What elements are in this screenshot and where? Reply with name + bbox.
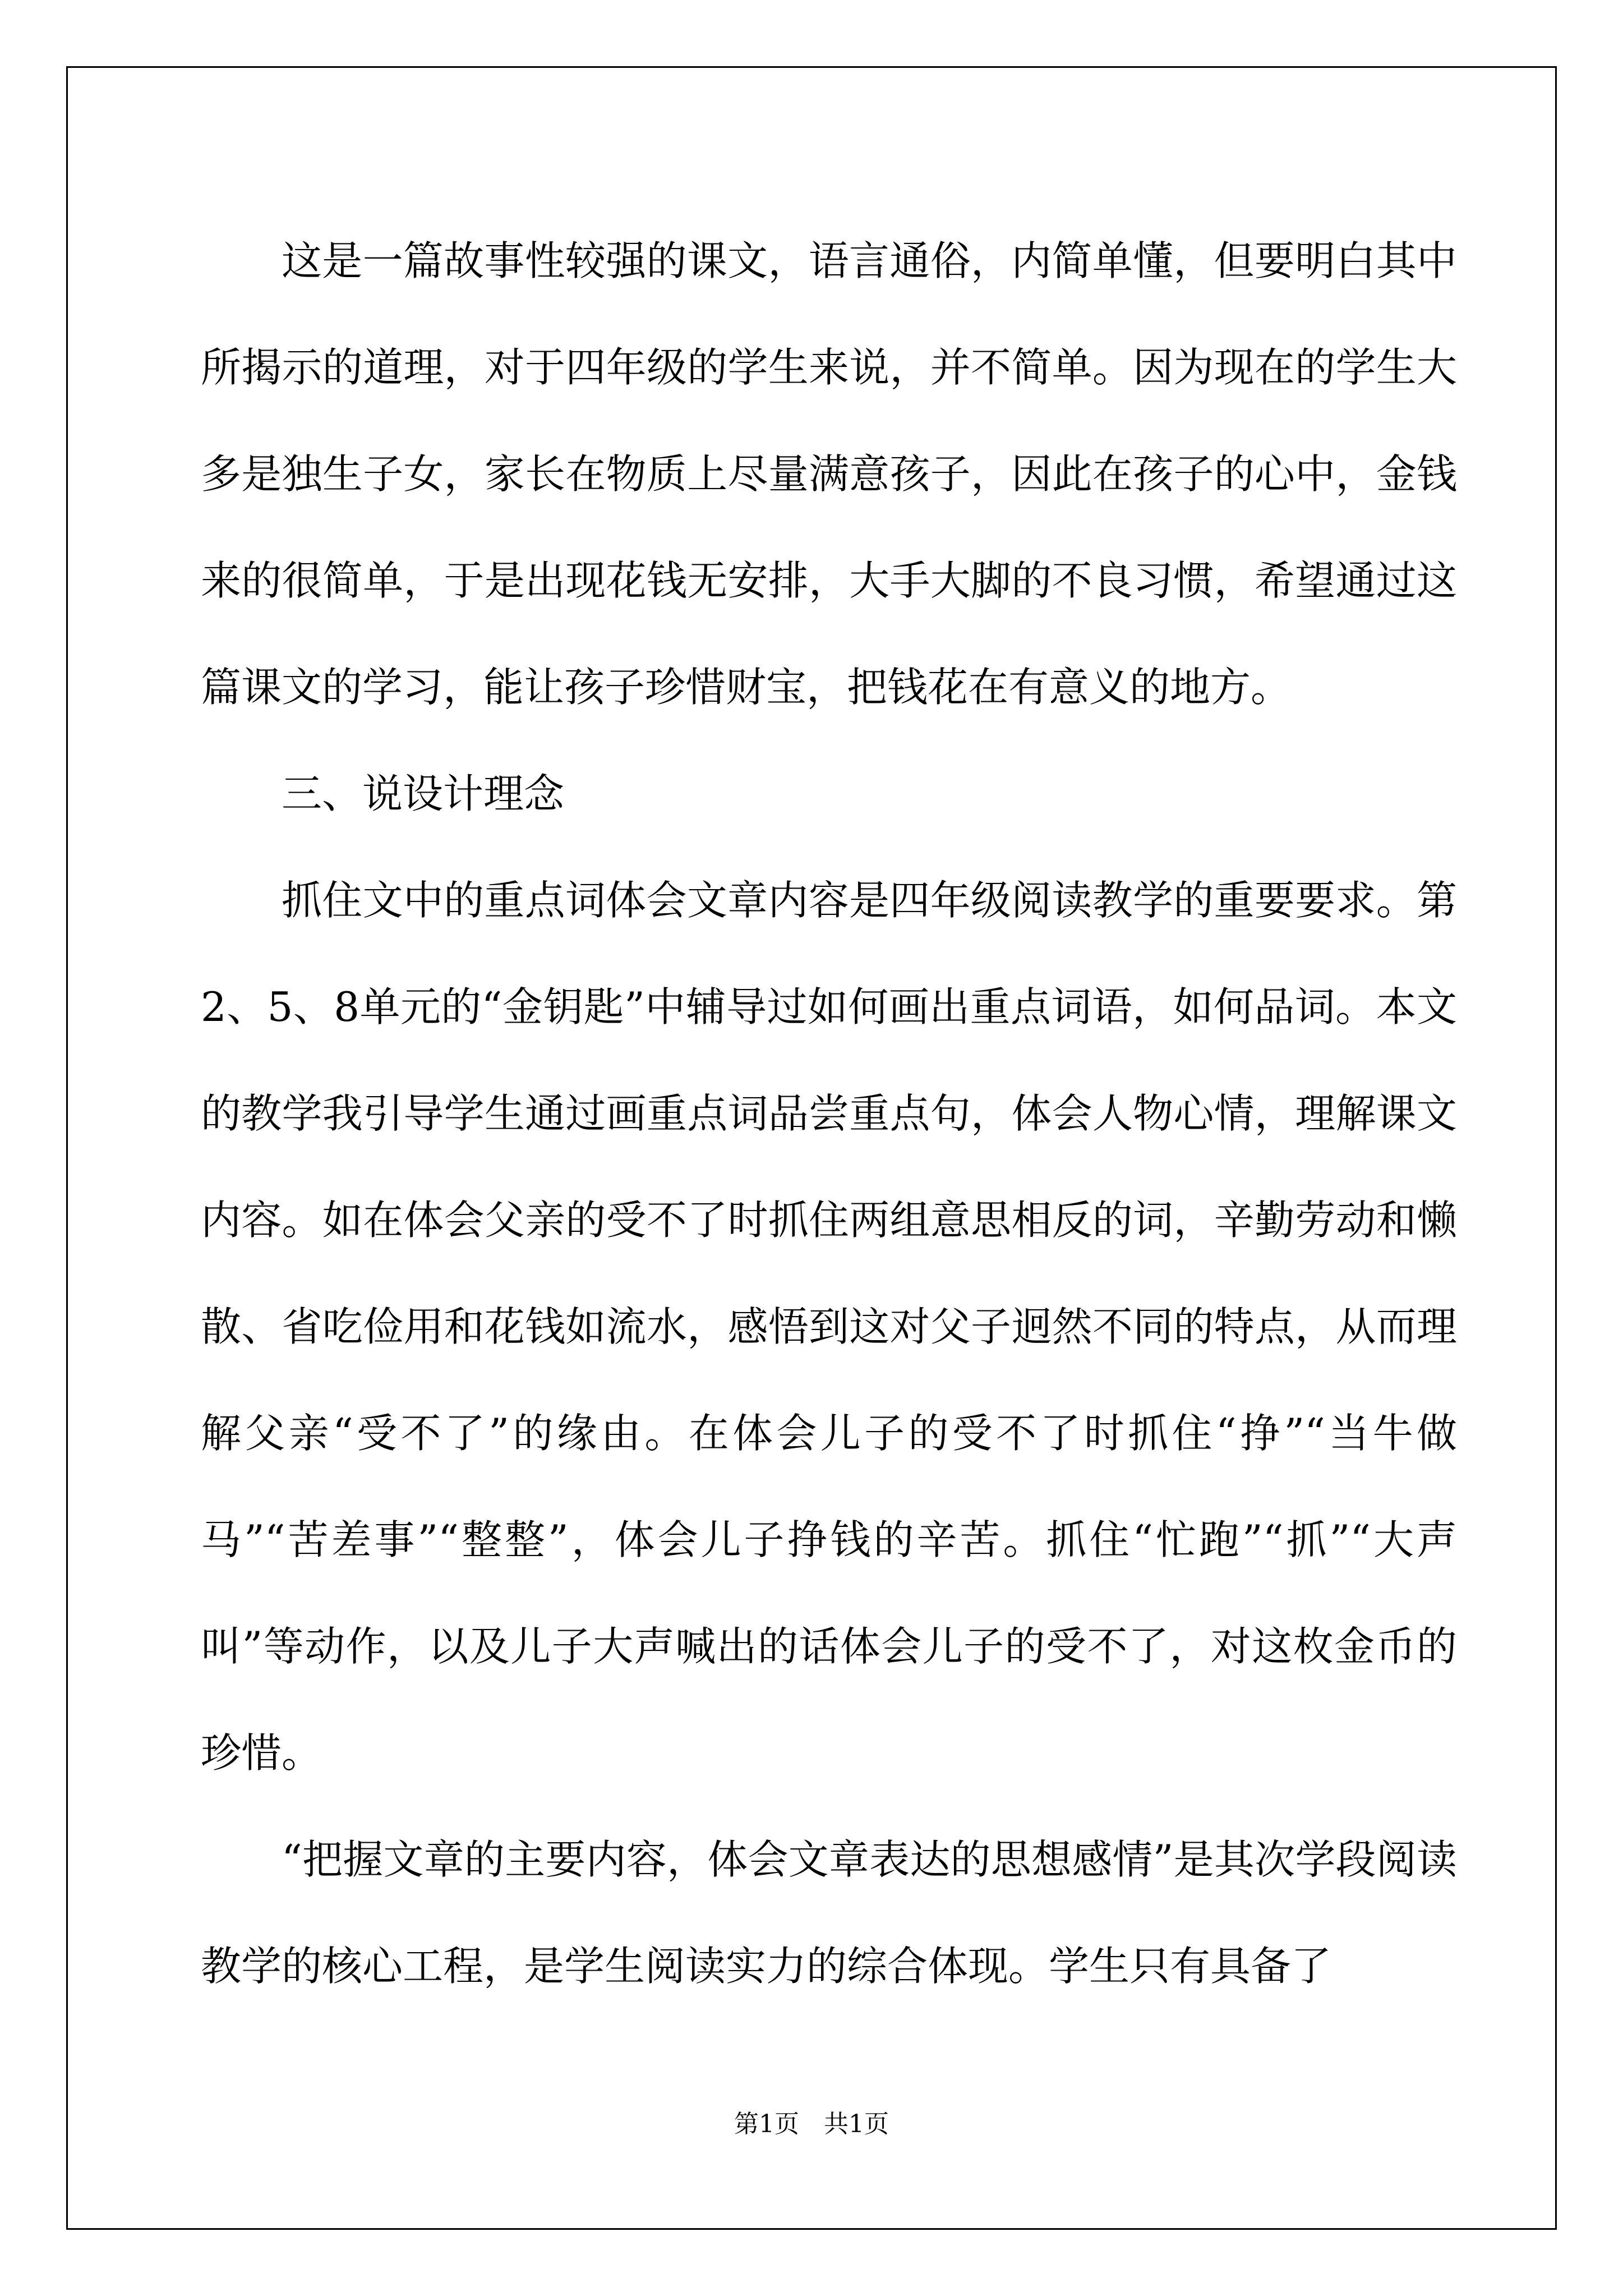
paragraph-1: 这是一篇故事性较强的课文，语言通俗，内简单懂，但要明白其中所揭示的道理，对于四年级的学生来说，并不简单。因为现在的学生大多是独生子女，家长在物质上尽量满意孩子，因此在孩子的心中，金钱来的很简单，于是出现花钱无安排，大手大脚的不良习惯，希望通过这篇课文的学习，能让孩子珍惜财宝，把钱花在有意义的地方。 — [201, 237, 1457, 711]
page-footer: 第1页 共1页 — [734, 2110, 889, 2138]
paragraph-2: 抓住文中的重点词体会文章内容是四年级阅读教学的重要要求。第2、5、8单元的“金钥匙”中辅导过如何画出重点词语，如何品词。本文的教学我引导学生通过画重点词品尝重点句，体会人物心情，理解课文内容。如在体会父亲的受不了时抓住两组意思相反的词，辛勤劳动和懒散、省吃俭用和花钱如流水，感悟到这对父子迥然不同的特点，从而理解父亲“受不了”的缘由。在体会儿子的受不了时抓住“挣”“当牛做马”“苦差事”“整整”，体会儿子挣钱的辛苦。抓住“忙跑”“抓”“大声叫”等动作，以及儿子大声喊出的话体会儿子的受不了，对这枚金币的珍惜。 — [201, 877, 1457, 1777]
document-body — [201, 208, 1457, 2019]
paragraph-3: “把握文章的主要内容，体会文章表达的思想感情”是其次学段阅读教学的核心工程，是学生阅读实力的综合体现。学生只有具备了 — [201, 1836, 1457, 1990]
section-heading: 三、说设计理念 — [282, 770, 565, 817]
